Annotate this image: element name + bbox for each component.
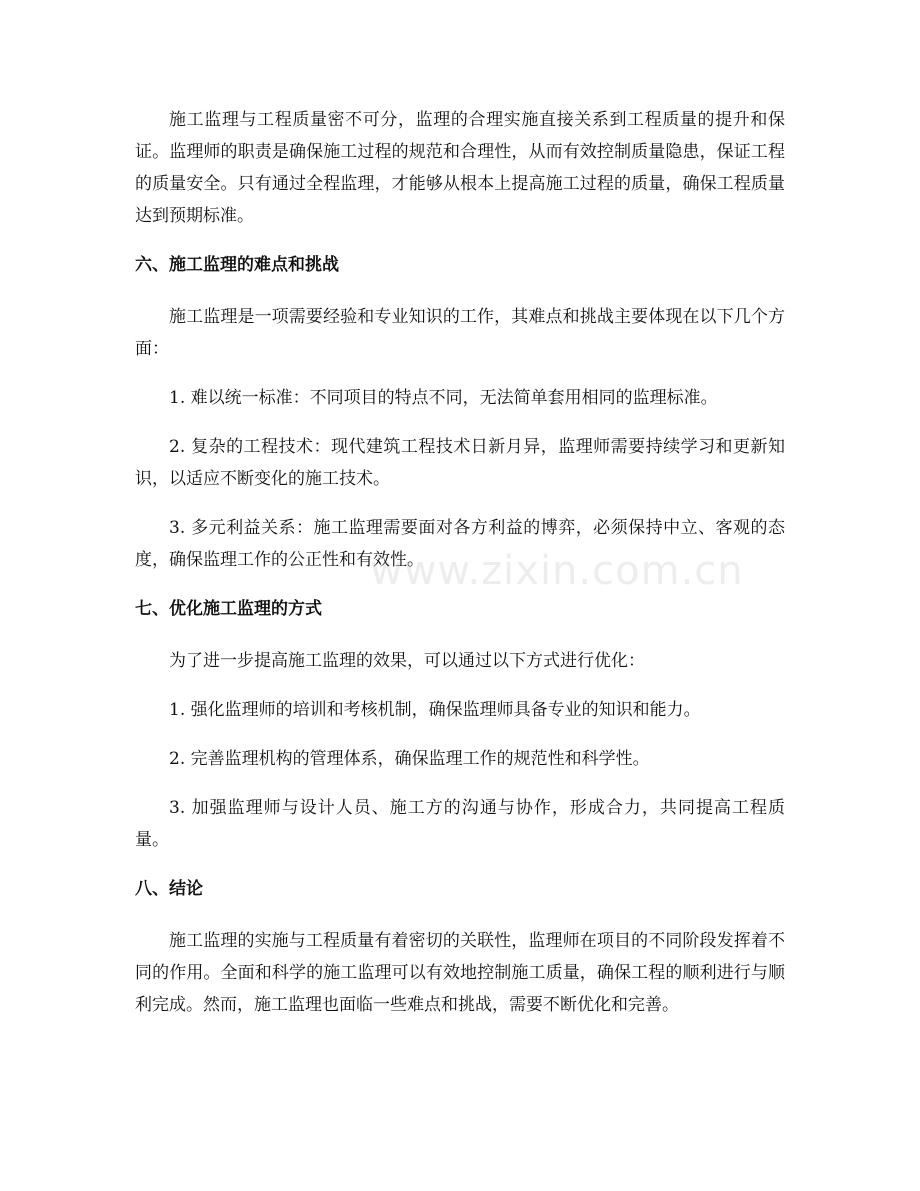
list-item: 1. 难以统一标准：不同项目的特点不同，无法简单套用相同的监理标准。 <box>169 388 718 408</box>
list-item: 2. 复杂的工程技术：现代建筑工程技术日新月异，监理师需要持续学习和更新知识，以适应不断变化的施工技术。 <box>135 437 785 489</box>
list-item: 2. 完善监理机构的管理体系，确保监理工作的规范性和科学性。 <box>169 749 650 769</box>
list-item: 3. 多元利益关系：施工监理需要面对各方利益的博弈，必须保持中立、客观的态度，确保监理工作的公正性和有效性。 <box>135 518 785 570</box>
section-heading-conclusion: 八、结论 <box>135 879 203 899</box>
watermark-text: www.zixin.com.cn <box>370 548 744 594</box>
section-heading-difficulties: 六、施工监理的难点和挑战 <box>135 255 339 275</box>
document-body <box>135 104 785 1021</box>
intro-paragraph: 施工监理与工程质量密不可分，监理的合理实施直接关系到工程质量的提升和保证。监理师的职责是确保施工过程的规范和合理性，从而有效控制质量隐患，保证工程的质量安全。只有通过全程监理，才能够从根本上提高施工过程的质量，确保工程质量达到预期标准。 <box>135 110 785 226</box>
section-heading-optimization: 七、优化施工监理的方式 <box>135 599 322 619</box>
list-item: 3. 加强监理师与设计人员、施工方的沟通与协作，形成合力，共同提高工程质量。 <box>135 798 785 850</box>
conclusion-paragraph: 施工监理的实施与工程质量有着密切的关联性，监理师在项目的不同阶段发挥着不同的作用。全面和科学的施工监理可以有效地控制施工质量，确保工程的顺利进行与顺利完成。然而，施工监理也面临一些难点和挑战，需要不断优化和完善。 <box>135 931 785 1015</box>
section-lead-difficulties: 施工监理是一项需要经验和专业知识的工作，其难点和挑战主要体现在以下几个方面： <box>135 307 785 359</box>
list-item: 1. 强化监理师的培训和考核机制，确保监理师具备专业的知识和能力。 <box>169 700 701 720</box>
section-lead-optimization: 为了进一步提高施工监理的效果，可以通过以下方式进行优化： <box>169 651 645 671</box>
